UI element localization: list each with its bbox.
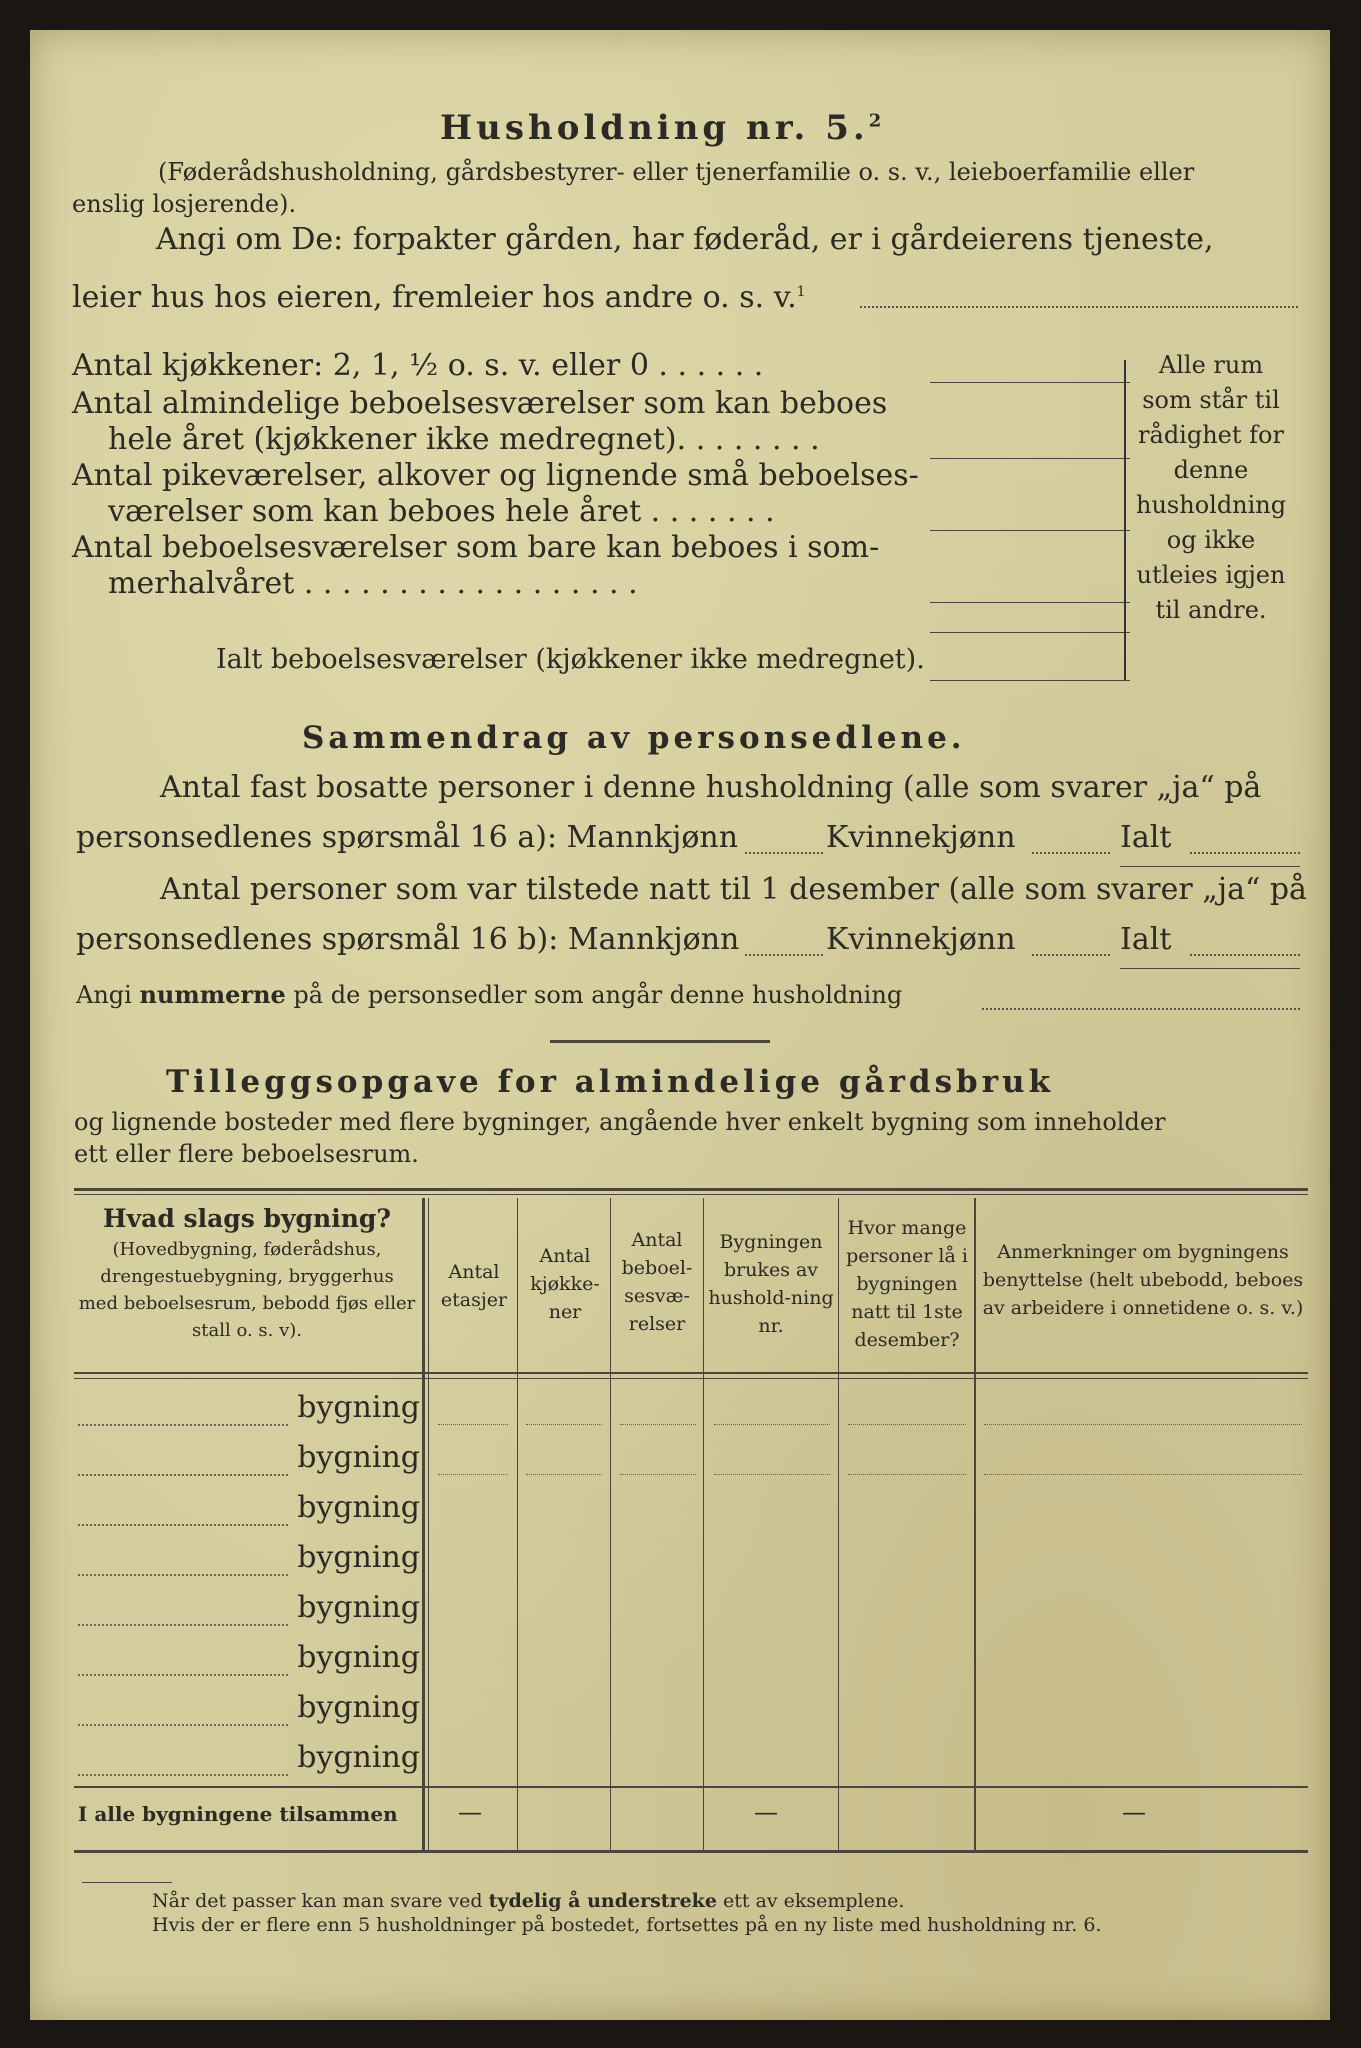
col-household-header: Bygningen brukes av hushold-ning nr. <box>708 1231 834 1337</box>
building-row-5-label: bygning <box>297 1590 420 1625</box>
ordinary-rooms-label-2: hele året (kjøkkener ikke medregnet). . . . . . . . <box>108 422 820 457</box>
page-title: Husholdning nr. 5.$^2$ <box>440 108 886 148</box>
side-note-brace <box>1124 360 1126 680</box>
row-1-rooms-field[interactable] <box>620 1424 696 1425</box>
summer-rooms-answer[interactable] <box>930 602 1130 603</box>
col-remarks-header: Anmerkninger om bygningens benyttelse (helt ubebodd, beboes av arbeidere i onnetidene o. s. v.) <box>982 1241 1304 1319</box>
angi-answer-line[interactable] <box>860 306 1298 308</box>
table-header-rule <box>74 1372 1308 1374</box>
building-row-6-type-field[interactable] <box>78 1674 288 1676</box>
building-row-7-type-field[interactable] <box>78 1724 288 1726</box>
ordinary-rooms-label-1: Antal almindelige beboelsesværelser som kan beboes <box>72 386 888 421</box>
farm-heading: Tilleggsopgave for almindelige gårdsbruk <box>166 1064 1055 1100</box>
row-1-persons-field[interactable] <box>848 1424 966 1425</box>
total-row-label: I alle bygningene tilsammen <box>78 1802 398 1826</box>
col-divider-1b <box>428 1198 429 1852</box>
col-divider-2 <box>517 1198 518 1852</box>
row-2-persons-field[interactable] <box>848 1474 966 1475</box>
present-total-underline <box>1120 968 1300 969</box>
numbers-field[interactable] <box>982 1008 1300 1010</box>
kitchens-answer[interactable] <box>930 382 1130 383</box>
col-type-header: Hvad slags bygning? (Hovedbygning, føderådshus, drengestuebygning, bryggerhus med beboelsesrum, bebodd fjøs eller stall o. s. v). <box>78 1204 416 1341</box>
side-note: Alle rum som står til rådighet for denne husholdning og ikke utleies igjen til andre. <box>1136 351 1287 624</box>
table-bottom-rule <box>74 1850 1308 1853</box>
col-divider-6 <box>974 1198 976 1852</box>
kitchens-label: Antal kjøkkener: 2, 1, ½ o. s. v. eller 0 . . . . . . <box>72 348 764 383</box>
row-2-kitchens-field[interactable] <box>526 1474 602 1475</box>
row-2-remarks-field[interactable] <box>984 1474 1302 1475</box>
intro-line-2: enslig losjerende). <box>72 190 297 218</box>
present-total-label: Ialt <box>1120 922 1172 957</box>
row-1-remarks-field[interactable] <box>984 1424 1302 1425</box>
total-floors-dash: — <box>458 1798 482 1826</box>
present-female-label: Kvinnekjønn <box>826 922 1016 957</box>
footnote-line-1: Når det passer kan man svare ved tydelig å understreke ett av eksemplene. <box>152 1890 905 1912</box>
building-row-7-label: bygning <box>297 1690 420 1725</box>
maid-rooms-answer[interactable] <box>930 530 1130 531</box>
row-1-household-field[interactable] <box>714 1424 830 1425</box>
angi-line-2: leier hus hos eieren, fremleier hos andre o. s. v.$^1$ <box>72 280 806 315</box>
total-rooms-label: Ialt beboelsesværelser (kjøkkener ikke medregnet). <box>216 644 925 675</box>
col-divider-5 <box>838 1198 839 1852</box>
building-row-8-type-field[interactable] <box>78 1774 288 1776</box>
col-divider-1 <box>422 1198 425 1852</box>
row-1-kitchens-field[interactable] <box>526 1424 602 1425</box>
row-2-rooms-field[interactable] <box>620 1474 696 1475</box>
total-household-dash: — <box>754 1798 778 1826</box>
resident-line-1: Antal fast bosatte personer i denne husholdning (alle som svarer „ja“ på <box>160 770 1262 805</box>
maid-rooms-label-2: værelser som kan beboes hele året . . . . . . . <box>108 494 775 529</box>
summer-rooms-answer-2 <box>930 632 1130 633</box>
section-divider <box>550 1040 770 1043</box>
farm-sub-1: og lignende bosteder med flere bygninger, angående hver enkelt bygning som inneholder <box>74 1108 1166 1136</box>
col-persons-header: Hvor mange personer lå i bygningen natt til 1ste desember? <box>846 1217 968 1351</box>
building-row-4-type-field[interactable] <box>78 1574 288 1576</box>
building-row-2-label: bygning <box>297 1440 420 1475</box>
total-rooms-answer[interactable] <box>930 680 1130 681</box>
table-header-rule-2 <box>74 1378 1308 1379</box>
col-kitchens-header: Antal kjøkke-ner <box>530 1245 600 1323</box>
building-row-4-label: bygning <box>297 1540 420 1575</box>
summer-rooms-label-1: Antal beboelsesværelser som bare kan beboes i som- <box>72 530 880 565</box>
table-top-rule-2 <box>74 1194 1308 1195</box>
building-row-3-type-field[interactable] <box>78 1524 288 1526</box>
resident-female-label: Kvinnekjønn <box>826 820 1016 855</box>
col-divider-4 <box>703 1198 704 1852</box>
resident-line-2: personsedlenes spørsmål 16 a): Mannkjønn <box>76 820 739 855</box>
present-total-field[interactable] <box>1190 954 1300 956</box>
building-row-2-type-field[interactable] <box>78 1474 288 1476</box>
intro-line-1: (Føderådshusholdning, gårdsbestyrer- eller tjenerfamilie o. s. v., leieboerfamilie eller <box>158 158 1195 186</box>
building-row-1-type-field[interactable] <box>78 1424 288 1426</box>
present-line-2: personsedlenes spørsmål 16 b): Mannkjønn <box>76 922 740 957</box>
col-floors-header: Antal etasjer <box>440 1261 508 1311</box>
resident-total-label: Ialt <box>1120 820 1172 855</box>
resident-total-field[interactable] <box>1190 852 1300 854</box>
building-row-8-label: bygning <box>297 1740 420 1775</box>
present-male-field[interactable] <box>745 954 823 956</box>
footnote-line-2: Hvis der er flere enn 5 husholdninger på bostedet, fortsettes på en ny liste med husholdning nr. 6. <box>152 1914 1102 1936</box>
resident-female-field[interactable] <box>1032 852 1110 854</box>
ordinary-rooms-answer[interactable] <box>930 458 1130 459</box>
numbers-line: Angi nummerne på de personsedler som angår denne husholdning <box>76 980 903 1009</box>
maid-rooms-label-1: Antal pikeværelser, alkover og lignende små beboelses- <box>72 458 919 493</box>
summer-rooms-label-2: merhalvåret . . . . . . . . . . . . . . . . . . <box>108 566 638 601</box>
table-total-rule <box>74 1786 1308 1788</box>
total-remarks-dash: — <box>1122 1798 1146 1826</box>
building-row-3-label: bygning <box>297 1490 420 1525</box>
building-row-5-type-field[interactable] <box>78 1624 288 1626</box>
col-rooms-header: Antal beboel-sesvæ-relser <box>621 1229 693 1335</box>
row-2-household-field[interactable] <box>714 1474 830 1475</box>
row-1-floors-field[interactable] <box>438 1424 508 1425</box>
farm-sub-2: ett eller flere beboelsesrum. <box>74 1140 419 1168</box>
census-form-page <box>30 30 1330 2020</box>
row-2-floors-field[interactable] <box>438 1474 508 1475</box>
footnote-rule <box>82 1882 172 1883</box>
resident-male-field[interactable] <box>745 852 823 854</box>
table-top-rule <box>74 1188 1308 1191</box>
col-divider-3 <box>610 1198 611 1852</box>
angi-line-1: Angi om De: forpakter gården, har føderåd, er i gårdeierens tjeneste, <box>156 222 1214 257</box>
present-line-1: Antal personer som var tilstede natt til 1 desember (alle som svarer „ja“ på <box>160 872 1307 907</box>
present-female-field[interactable] <box>1032 954 1110 956</box>
building-row-1-label: bygning <box>297 1390 420 1425</box>
summary-heading: Sammendrag av personsedlene. <box>302 720 966 756</box>
resident-total-underline <box>1120 866 1300 867</box>
building-row-6-label: bygning <box>297 1640 420 1675</box>
